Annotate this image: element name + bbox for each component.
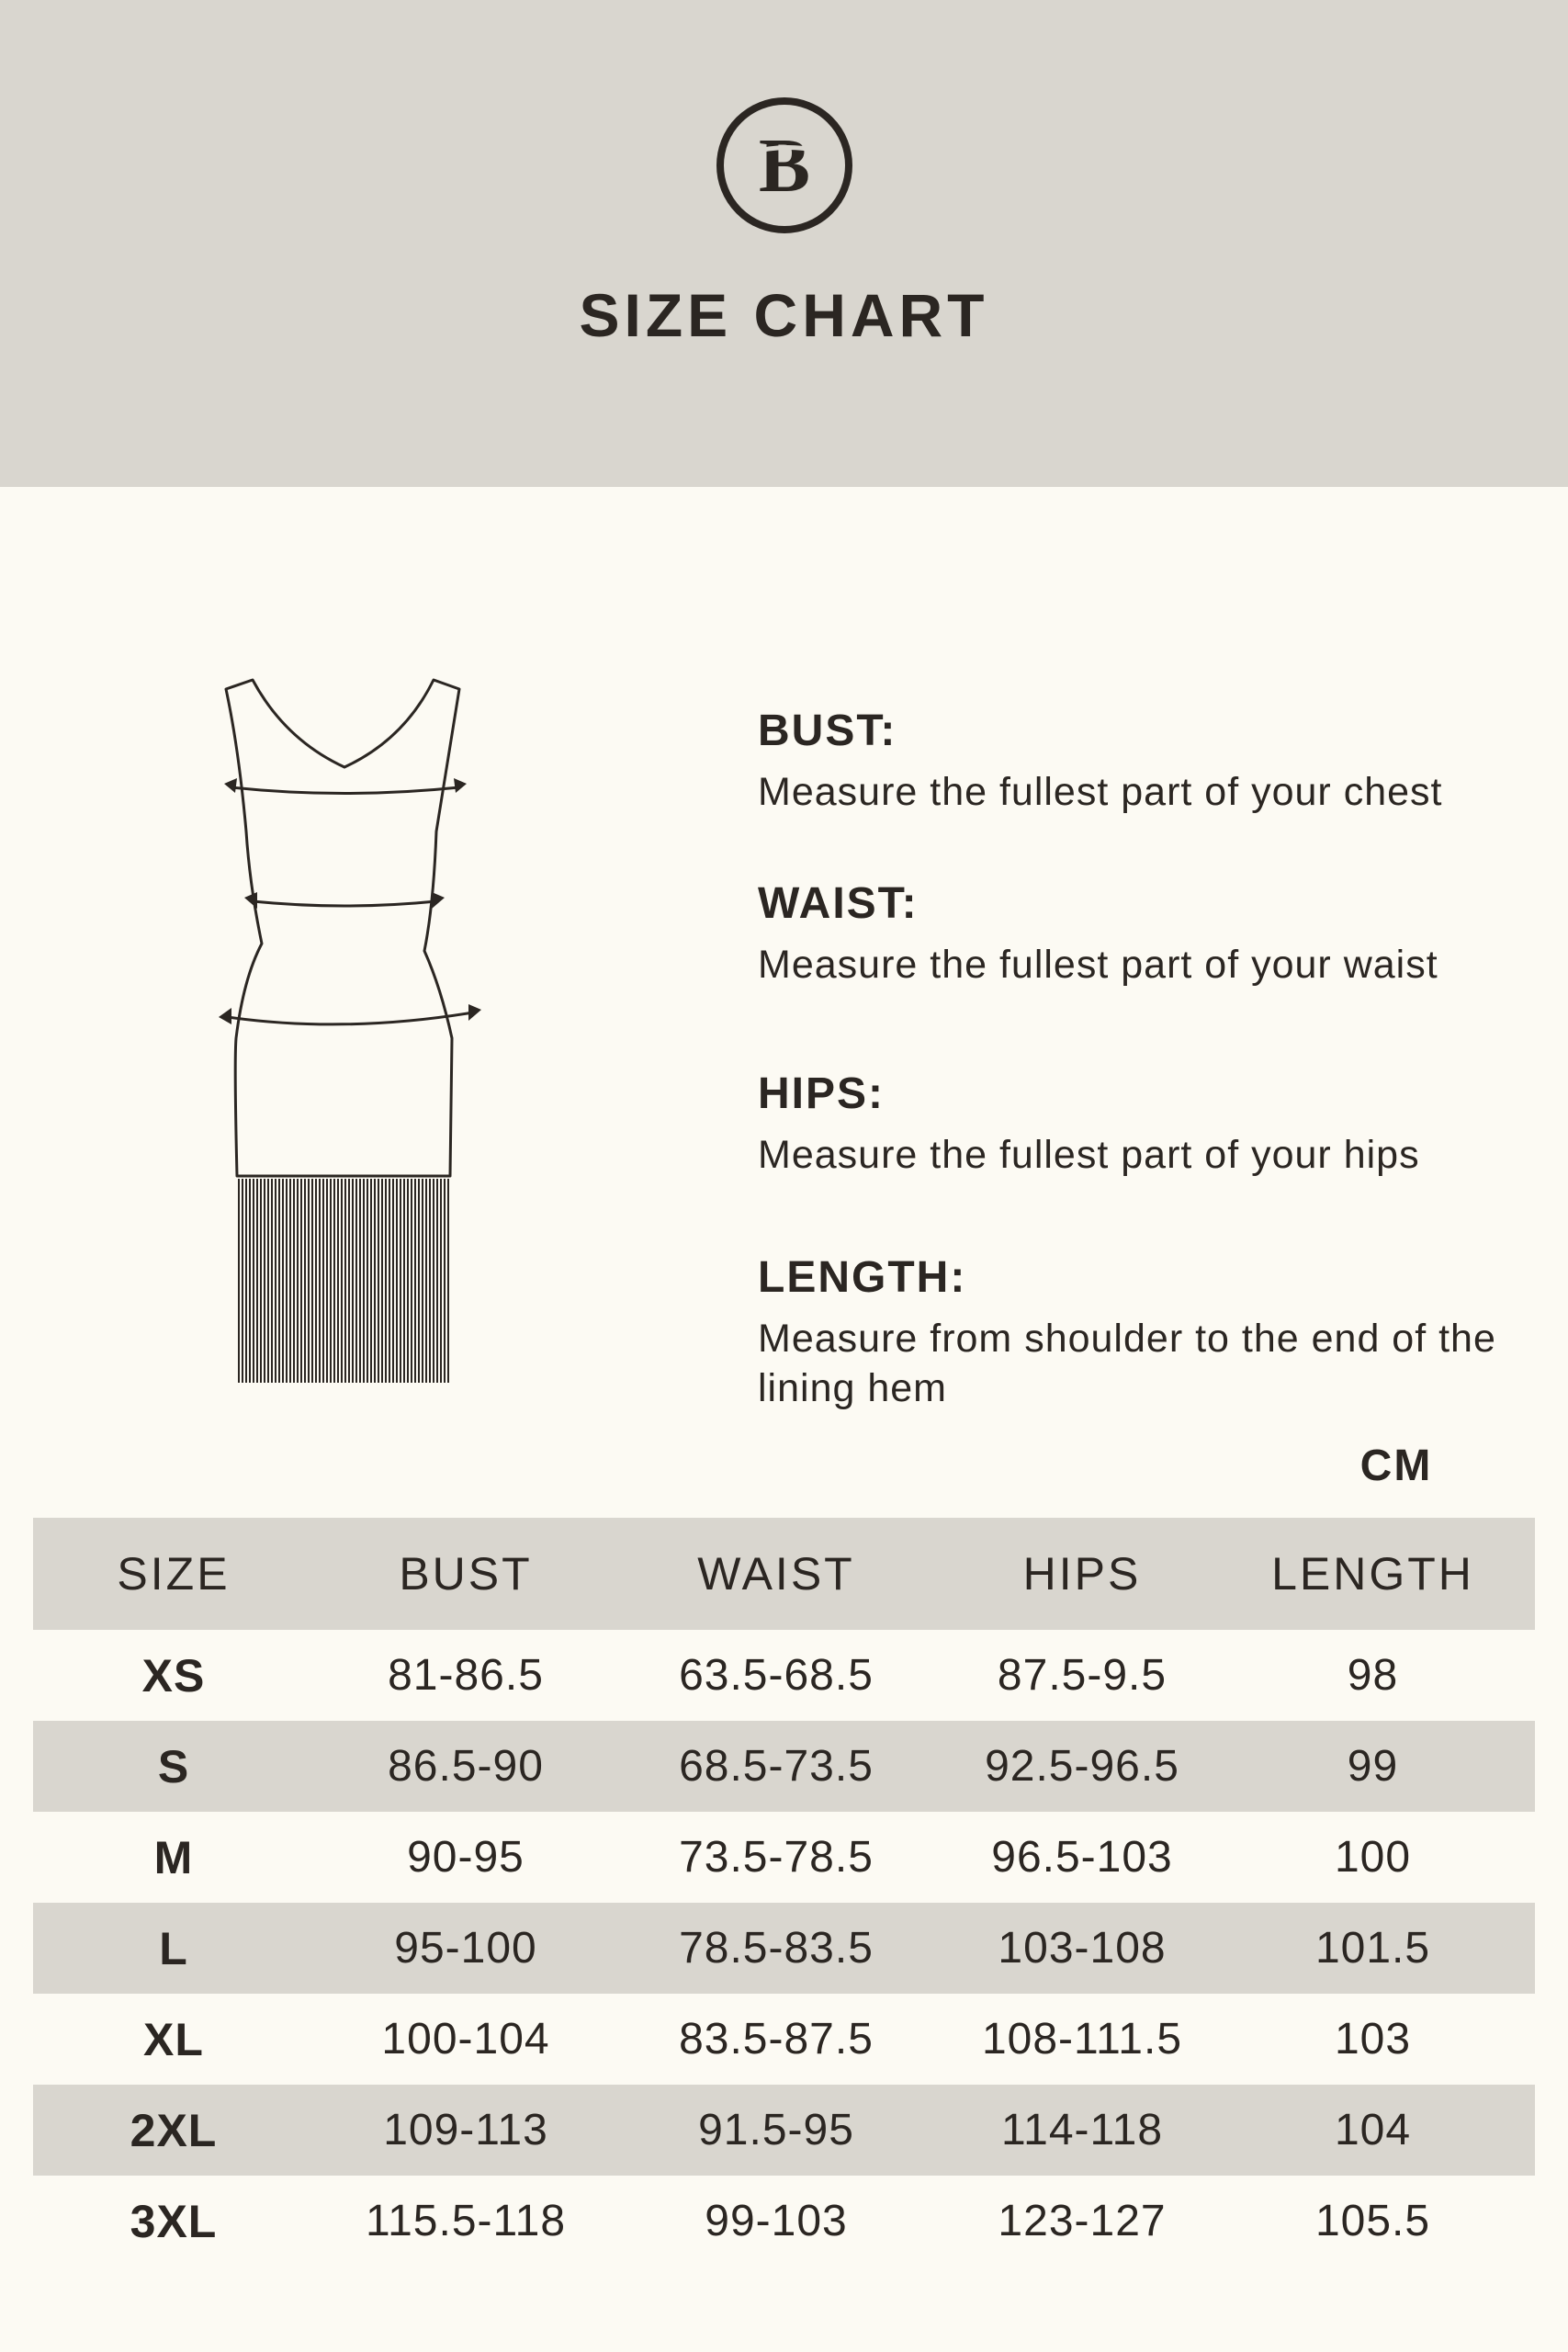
measure-waist-desc: Measure the fullest part of your waist	[758, 943, 1438, 987]
cell-size: S	[157, 1740, 190, 1792]
cell-hips: 92.5-96.5	[985, 1742, 1179, 1791]
cell-length: 98	[1347, 1651, 1399, 1700]
cell-size: M	[153, 1831, 194, 1883]
cell-size: 3XL	[130, 2195, 218, 2247]
table-row	[33, 2085, 1535, 2176]
cell-length: 101.5	[1314, 1924, 1431, 1973]
cell-bust: 86.5-90	[388, 1742, 544, 1791]
table-row	[33, 1630, 1535, 1721]
header-size: SIZE	[117, 1548, 231, 1600]
page-title: SIZE CHART	[579, 281, 989, 349]
cell-size: 2XL	[130, 2104, 218, 2156]
logo-letter: B	[758, 123, 811, 209]
cell-length: 104	[1334, 2106, 1412, 2154]
cell-waist: 78.5-83.5	[679, 1924, 874, 1973]
measure-hips-label: HIPS:	[758, 1069, 886, 1118]
table-row	[33, 1812, 1535, 1903]
cell-waist: 63.5-68.5	[679, 1651, 874, 1700]
cell-waist: 99-103	[705, 2197, 848, 2245]
unit-label: CM	[1359, 1442, 1433, 1490]
table-row	[33, 1721, 1535, 1812]
brand-logo-icon	[715, 96, 854, 235]
cell-size: XS	[141, 1649, 206, 1702]
measure-hips-desc: Measure the fullest part of your hips	[758, 1133, 1420, 1177]
header-waist: WAIST	[697, 1548, 855, 1600]
cell-length: 105.5	[1314, 2197, 1431, 2245]
cell-waist: 68.5-73.5	[679, 1742, 874, 1791]
cell-bust: 81-86.5	[388, 1651, 544, 1700]
measure-length-desc: Measure from shoulder to the end of the lining hem	[758, 1317, 1496, 1410]
cell-bust: 90-95	[407, 1833, 525, 1882]
measure-bust	[758, 706, 1548, 817]
dress-illustration	[211, 675, 487, 1456]
measure-waist	[758, 878, 1548, 989]
cell-bust: 115.5-118	[365, 2197, 567, 2245]
cell-waist: 91.5-95	[698, 2106, 854, 2154]
measure-length-label: LENGTH:	[758, 1253, 967, 1302]
measure-length	[758, 1252, 1511, 1413]
measure-bust-desc: Measure the fullest part of your chest	[758, 770, 1443, 814]
cell-hips: 123-127	[998, 2197, 1167, 2245]
cell-hips: 103-108	[998, 1924, 1167, 1973]
header-length: LENGTH	[1271, 1548, 1474, 1600]
cell-hips: 96.5-103	[991, 1833, 1173, 1882]
table-row	[33, 1903, 1535, 1994]
cell-bust: 100-104	[381, 2015, 550, 2064]
table-row	[33, 2176, 1535, 2267]
cell-waist: 83.5-87.5	[679, 2015, 874, 2064]
measure-bust-label: BUST:	[758, 707, 897, 755]
header-band	[0, 0, 1568, 487]
cell-hips: 87.5-9.5	[997, 1651, 1168, 1700]
header-hips: HIPS	[1022, 1548, 1142, 1600]
cell-hips: 108-111.5	[981, 2015, 1183, 2064]
size-table	[33, 1518, 1535, 2267]
measure-waist-label: WAIST:	[758, 879, 919, 928]
cell-bust: 95-100	[394, 1924, 537, 1973]
header-bust: BUST	[399, 1548, 533, 1600]
cell-length: 100	[1334, 1833, 1412, 1882]
cell-hips: 114-118	[1000, 2106, 1164, 2154]
cell-size: XL	[143, 2013, 204, 2065]
cell-length: 99	[1347, 1742, 1399, 1791]
cell-bust: 109-113	[383, 2106, 548, 2154]
measure-hips	[758, 1069, 1548, 1180]
table-header	[33, 1518, 1535, 1630]
cell-waist: 73.5-78.5	[679, 1833, 874, 1882]
cell-length: 103	[1334, 2015, 1412, 2064]
cell-size: L	[159, 1922, 188, 1974]
table-row	[33, 1994, 1535, 2085]
